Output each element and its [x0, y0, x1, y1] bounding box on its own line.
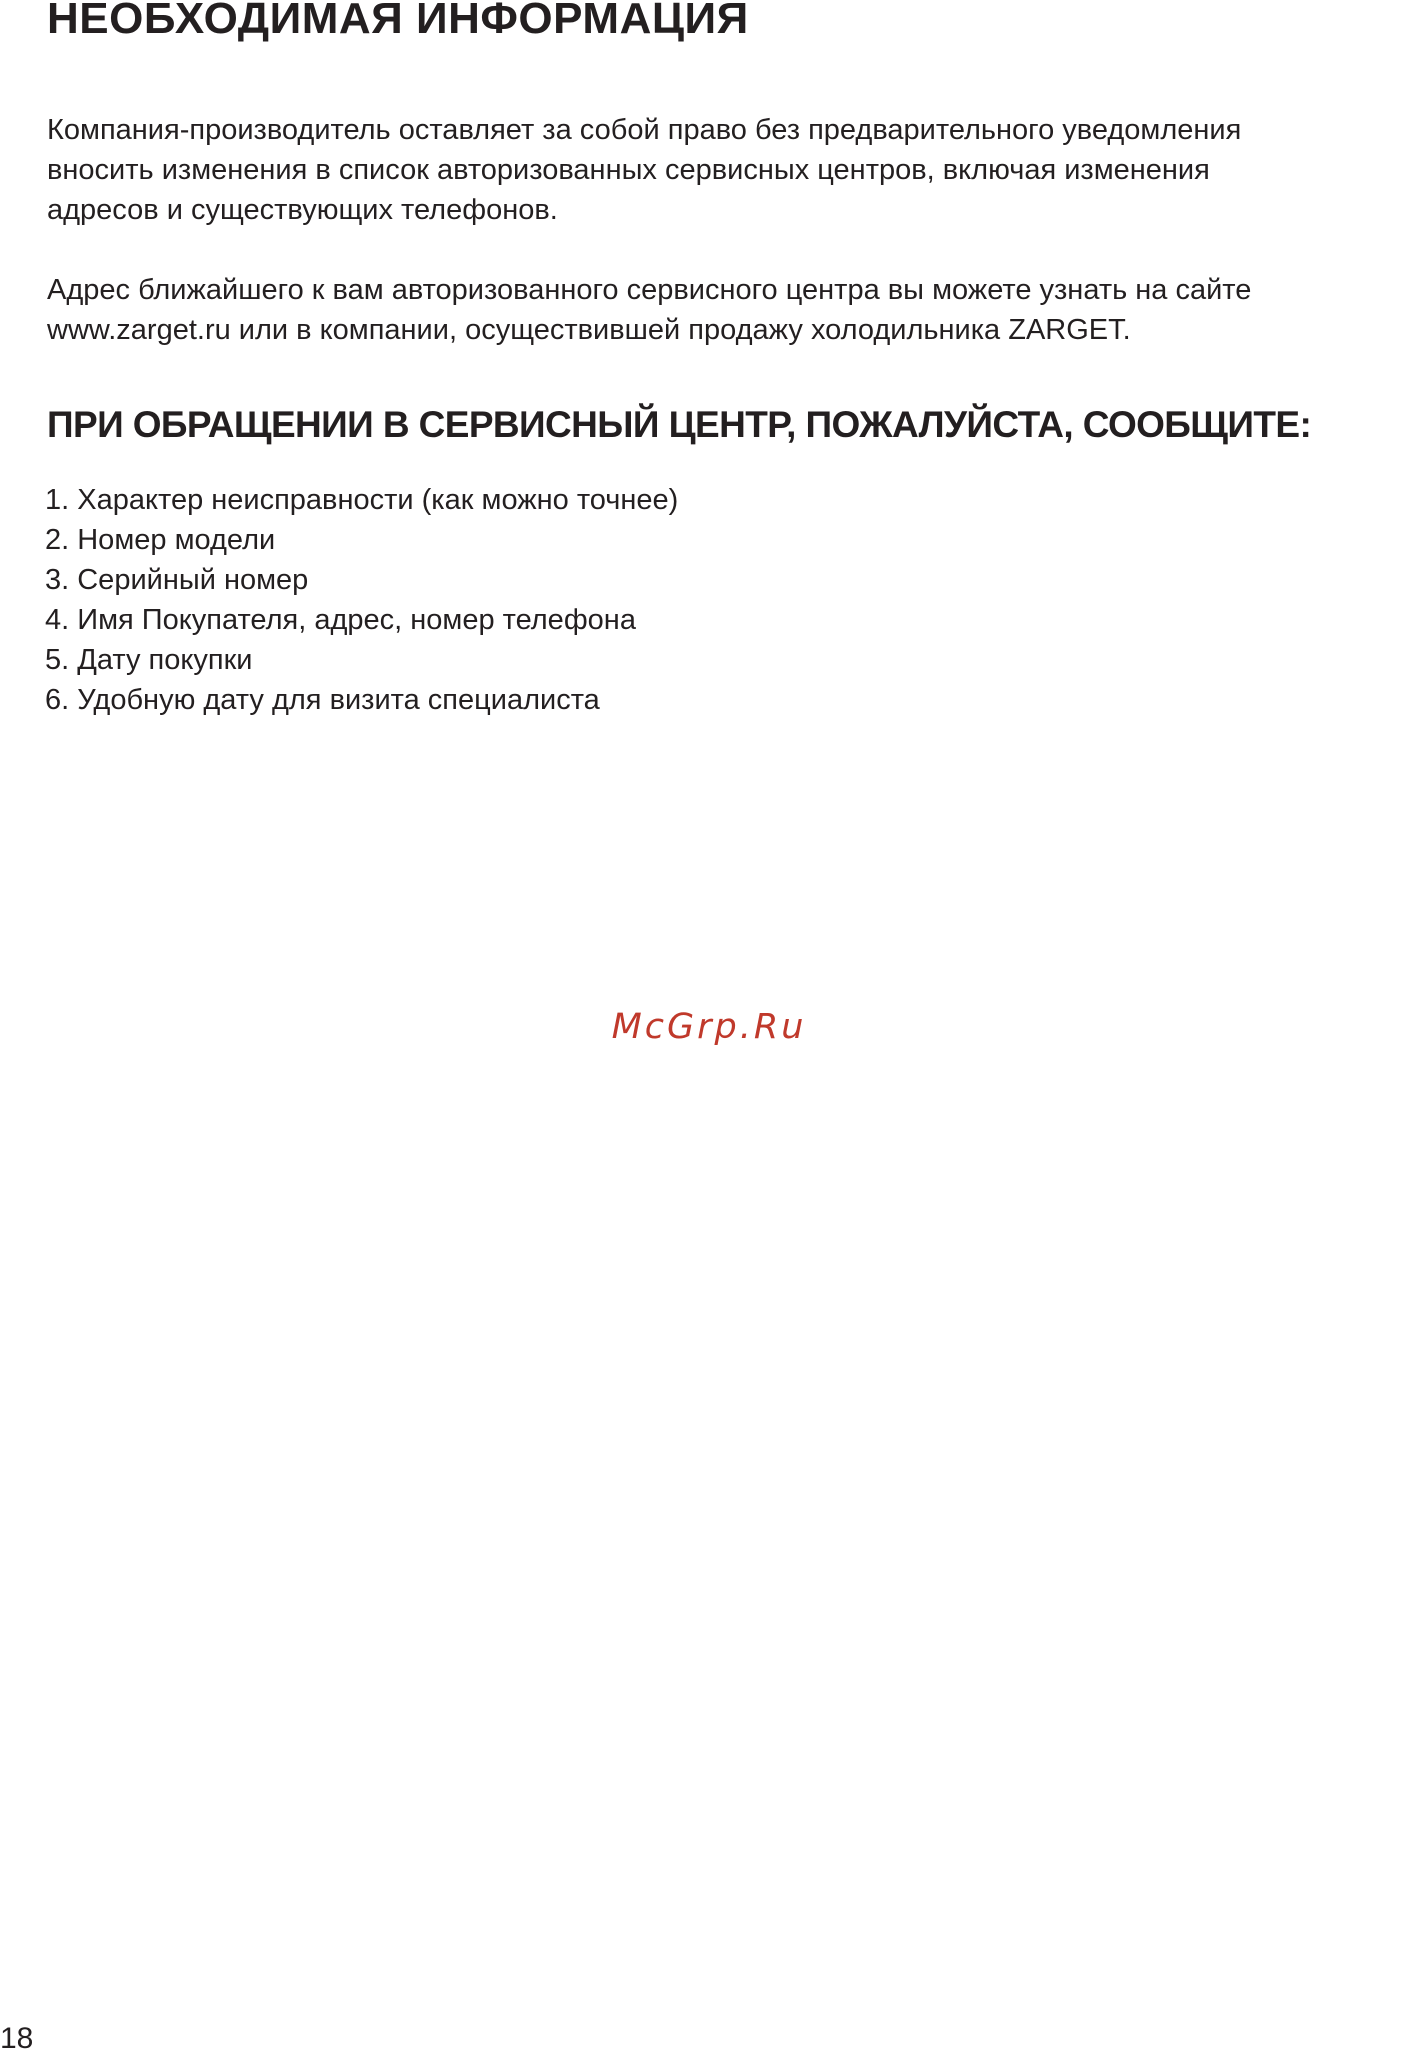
page-number: 18 [0, 2022, 34, 2055]
list-item: 2. Номер модели [45, 524, 276, 556]
list-item: 3. Серийный номер [45, 564, 309, 596]
paragraph-service-changes [47, 110, 1241, 230]
list-item: 1. Характер неисправности (как можно точнее) [45, 484, 679, 516]
paragraph-line: www.zarget.ru или в компании, осуществившей продажу холодильника ZARGET. [47, 314, 1131, 346]
page-title: НЕОБХОДИМАЯ ИНФОРМАЦИЯ [47, 0, 749, 43]
paragraph-service-address [47, 270, 1251, 350]
paragraph-line: Адрес ближайшего к вам авторизованного сервисного центра вы можете узнать на сайте [47, 274, 1252, 306]
paragraph-line: адресов и существующих телефонов. [47, 194, 558, 226]
list-item: 5. Дату покупки [45, 644, 253, 676]
section-subtitle: ПРИ ОБРАЩЕНИИ В СЕРВИСНЫЙ ЦЕНТР, ПОЖАЛУЙСТА, СООБЩИТЕ: [47, 404, 1312, 445]
list-item: 4. Имя Покупателя, адрес, номер телефона [45, 604, 636, 636]
paragraph-line: Компания-производитель оставляет за собой право без предварительного уведомления [47, 114, 1242, 146]
info-list [45, 480, 678, 720]
list-item: 6. Удобную дату для визита специалиста [45, 684, 600, 716]
paragraph-line: вносить изменения в список авторизованных сервисных центров, включая изменения [47, 154, 1210, 186]
watermark: McGrp.Ru [611, 1007, 807, 1047]
